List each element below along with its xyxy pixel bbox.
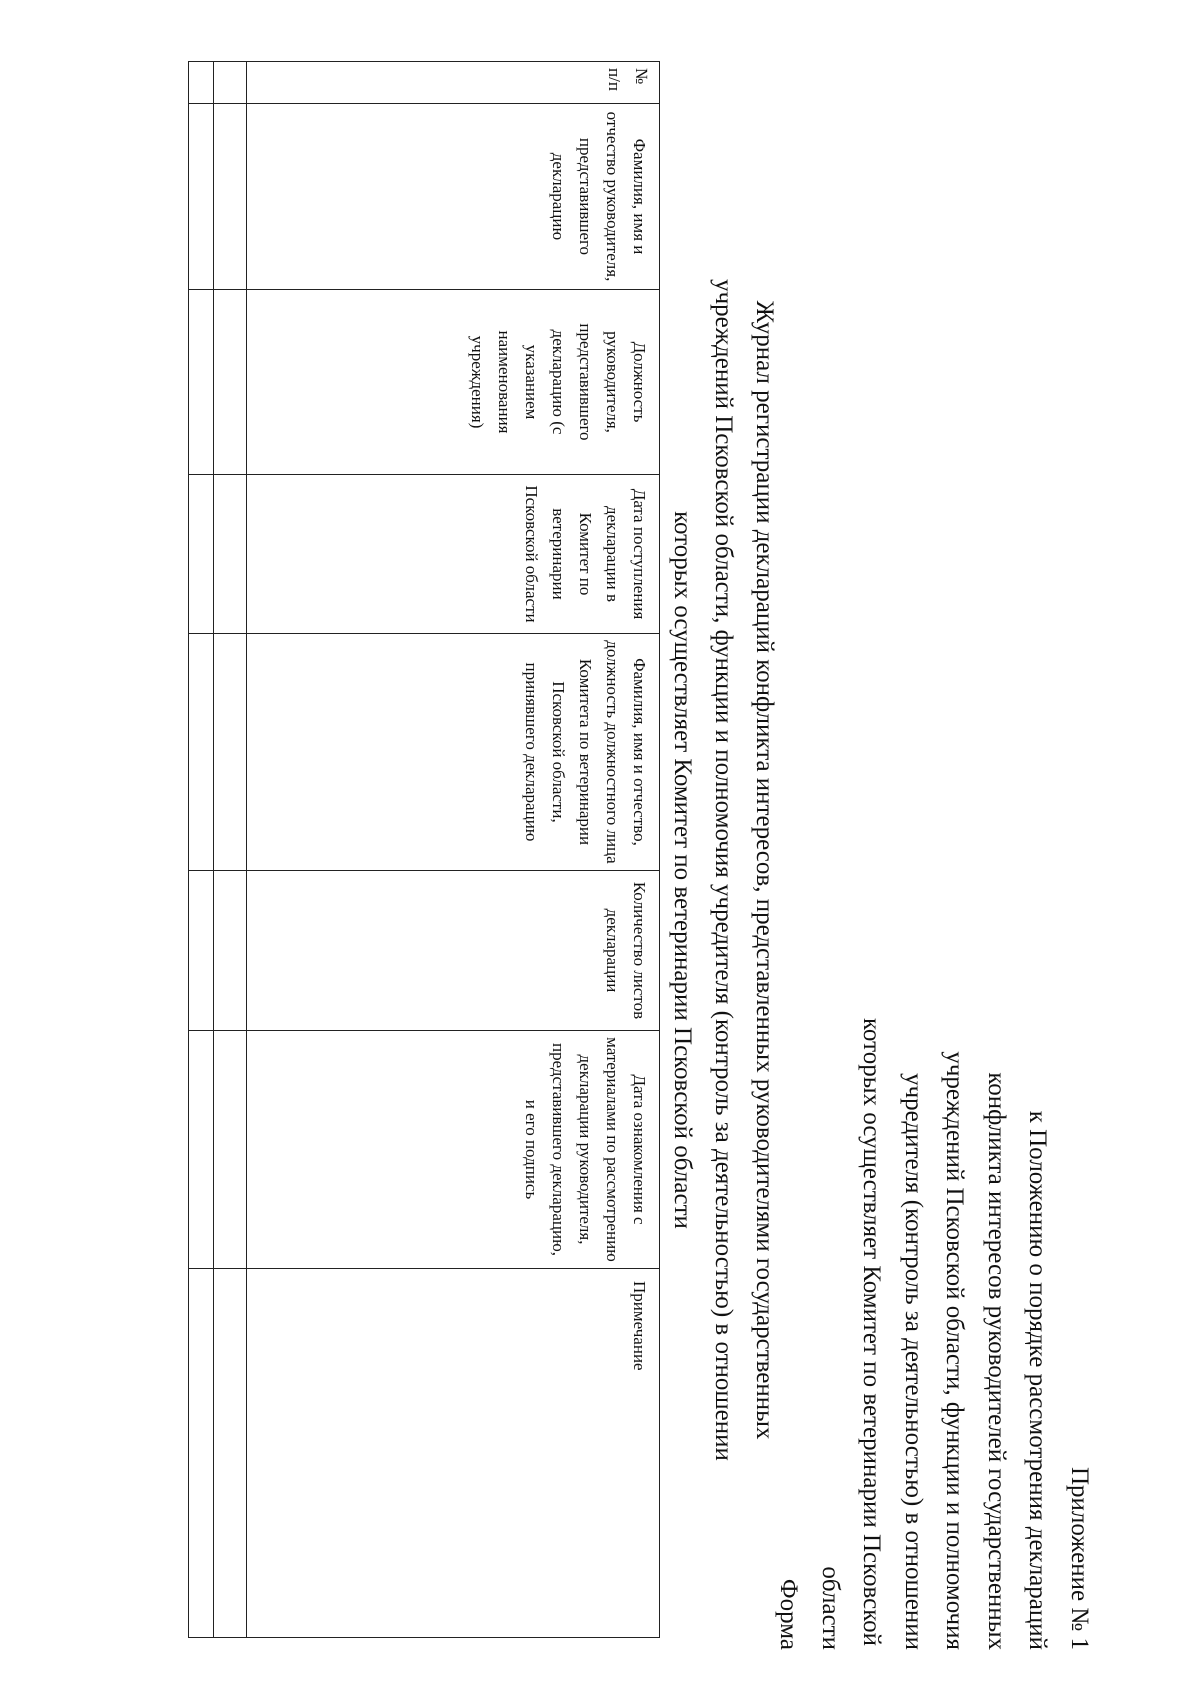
table-cell <box>214 634 247 871</box>
column-header-receipt-date: Дата поступления декларации в Комитет по ветеринарии Псковской области <box>247 475 660 634</box>
appendix-line: учреждений Псковской области, функции и полномочия <box>941 1051 969 1650</box>
table-cell <box>189 62 214 104</box>
table-cell <box>189 634 214 871</box>
table-cell <box>214 1031 247 1269</box>
table-cell <box>214 290 247 475</box>
table-cell <box>214 475 247 634</box>
appendix-line: к Положению о порядке рассмотрения деклараций <box>1024 1110 1052 1650</box>
form-label: Форма <box>775 1578 803 1650</box>
journal-title-line: которых осуществляет Комитет по ветеринарии Псковской области <box>669 511 696 1229</box>
table-cell <box>189 1269 214 1638</box>
column-header-sheet-count: Количество листов декларации <box>247 871 660 1031</box>
table-cell <box>214 1269 247 1638</box>
appendix-line: которых осуществляет Комитет по ветеринарии Псковской <box>858 1018 886 1646</box>
column-header-acknowledgement-date: Дата ознакомления с материалами по рассмотрению декларации руководителя, представившего декларацию, и его подпись <box>247 1031 660 1269</box>
column-header-number: № п/п <box>247 62 660 104</box>
table-cell <box>189 104 214 290</box>
table-cell <box>189 290 214 475</box>
appendix-line: конфликта интересов руководителей государственных <box>983 1072 1010 1650</box>
column-header-receiving-official: Фамилия, имя и отчество, должность должностного лица Комитета по ветеринарии Псковской области, принявшего декларацию <box>247 634 660 871</box>
column-header-note: Примечание <box>247 1269 660 1638</box>
table-row <box>189 62 214 1638</box>
column-header-full-name: Фамилия, имя и отчество руководителя, представившего декларацию <box>247 104 660 290</box>
table-cell <box>214 62 247 104</box>
table-row <box>214 62 247 1638</box>
registration-table <box>188 61 660 1638</box>
appendix-title: Приложение № 1 <box>1066 1466 1093 1650</box>
table-cell <box>214 871 247 1031</box>
appendix-header <box>768 260 1100 1650</box>
table-header-row <box>247 62 660 1638</box>
table-cell <box>189 871 214 1031</box>
journal-title-line: учреждений Псковской области, функции и полномочия учредителя (контроль за деятельностью) в отношении <box>710 279 737 1461</box>
appendix-line: области <box>817 1566 844 1650</box>
table-cell <box>189 475 214 634</box>
column-header-position: Должность руководителя, представившего декларацию (с указанием наименования учреждения) <box>247 290 660 475</box>
journal-title-line: Журнал регистрации деклараций конфликта интересов, представленных руководителями государственных <box>751 300 778 1440</box>
table-cell <box>214 104 247 290</box>
journal-title <box>662 90 785 1650</box>
appendix-line: учредителя (контроль за деятельностью) в отношении <box>900 1073 927 1650</box>
table-cell <box>189 1031 214 1269</box>
